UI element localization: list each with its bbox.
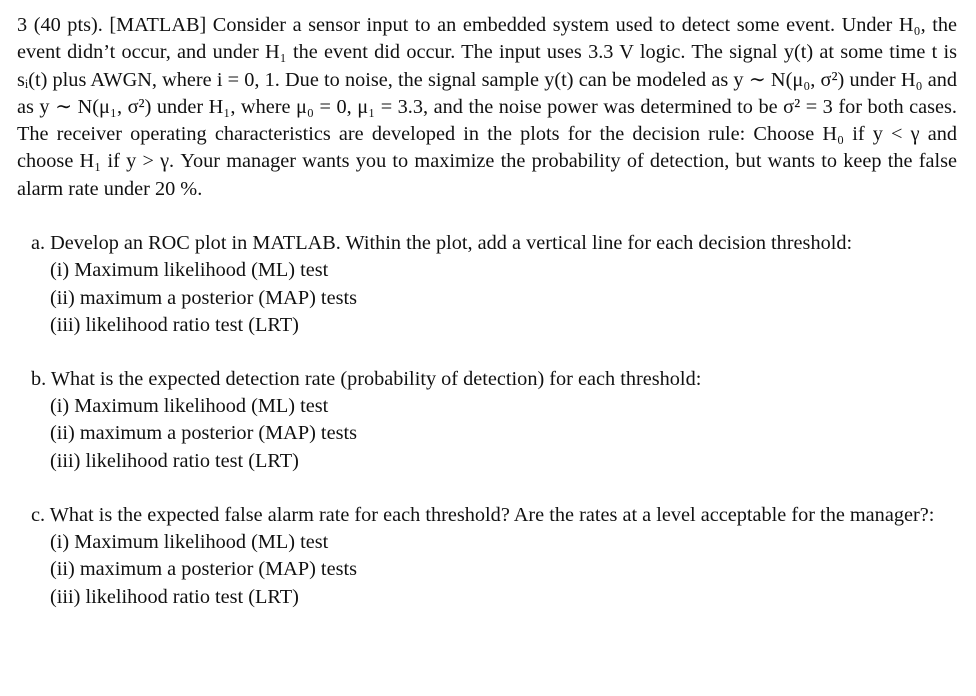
list-item: (ii) maximum a posterior (MAP) tests [50, 422, 357, 445]
part-b-question [17, 366, 957, 393]
list-item: (i) Maximum likelihood (ML) test [50, 395, 329, 418]
problem-statement: 3 (40 pts). [MATLAB] Consider a sensor input to an embedded system used to detect some event. Under H₀, the event didn’t occur, and under H₁ the event did occur. The input uses 3.3 V logic. The signal y(t) at some time t is sᵢ(t) plus AWGN, where i = 0, 1. Due to noise, the signal sample y(t) can be modeled as y ∼ N(μ₀, σ²) under H₀ and as y ∼ N(μ₁, σ²) under H₁, where μ₀ = 0, μ₁ = 3.3, and the noise power was determined to be σ² = 3 for both cases. The receiver operating characteristics are developed in the plots for the decision rule: Choose H₀ if y < γ and choose H₁ if y > γ. Your manager wants you to maximize the probability of detection, but wants to keep the false alarm rate under 20 %. [17, 14, 957, 200]
part-a [17, 230, 957, 339]
part-c-list [17, 529, 957, 611]
part-c-question [17, 502, 957, 529]
list-item: (ii) maximum a posterior (MAP) tests [50, 286, 357, 309]
part-c-text: c. What is the expected false alarm rate for each threshold? Are the rates at a level acceptable for the manager?: [31, 503, 935, 526]
part-c [17, 502, 957, 611]
list-item: (i) Maximum likelihood (ML) test [50, 259, 329, 282]
part-b-text: b. What is the expected detection rate (probability of detection) for each threshold: [31, 367, 702, 390]
part-b-list [17, 393, 957, 475]
list-item: (iii) likelihood ratio test (LRT) [50, 313, 299, 336]
list-item: (iii) likelihood ratio test (LRT) [50, 585, 299, 608]
part-a-question [17, 230, 957, 257]
part-a-list [17, 257, 957, 339]
part-b [17, 366, 957, 475]
document-page [17, 12, 957, 611]
part-a-text: a. Develop an ROC plot in MATLAB. Within the plot, add a vertical line for each decision threshold: [31, 232, 853, 255]
list-item: (ii) maximum a posterior (MAP) tests [50, 558, 357, 581]
list-item: (iii) likelihood ratio test (LRT) [50, 449, 299, 472]
list-item: (i) Maximum likelihood (ML) test [50, 531, 329, 554]
